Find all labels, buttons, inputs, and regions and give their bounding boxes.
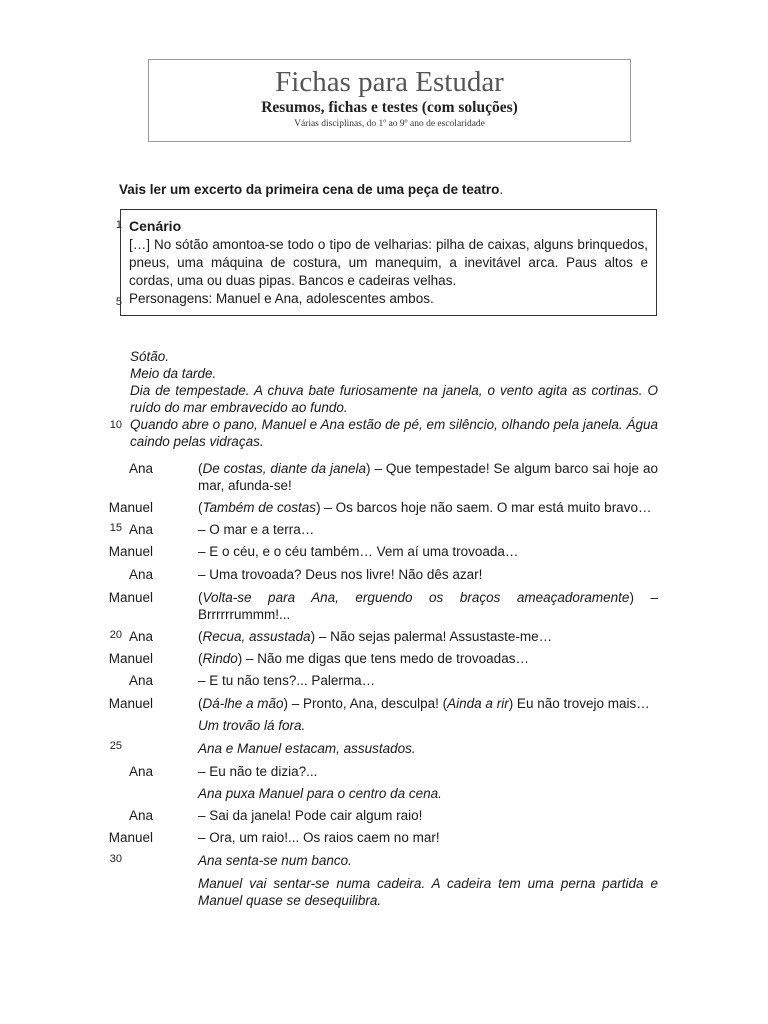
speaker-name: Manuel: [108, 500, 153, 515]
speech-line: – O mar e a terra…: [198, 522, 315, 537]
page-subtitle: Resumos, fichas e testes (com soluções): [261, 99, 518, 116]
scene-box: [120, 209, 657, 316]
speaker-name: Ana: [128, 461, 153, 476]
line-number: 25: [109, 740, 122, 752]
speech-line: (Também de costas) – Os barcos hoje não saem. O mar está muito bravo…: [198, 500, 652, 515]
speaker-name: Manuel: [108, 590, 153, 605]
stage-direction: Dia de tempestade. A chuva bate furiosamente na janela, o vento agita as cortinas. O ruído do mar embravecido ao fundo.: [130, 383, 658, 415]
speaker-name: Ana: [128, 522, 153, 537]
scene-description: […] No sótão amontoa-se todo o tipo de velharias: pilha de caixas, alguns brinquedos, pneus, uma máquina de costura, um manequim, a inevitável arca. Paus altos e cordas, uma ou duas pipas. Bancos e cadeiras velhas.: [129, 237, 648, 288]
line-number: 1: [115, 219, 122, 231]
line-number: 30: [109, 853, 122, 865]
page-note: Várias disciplinas, do 1º ao 9º ano de escolaridade: [294, 119, 485, 129]
scene-characters: Personagens: Manuel e Ana, adolescentes ambos.: [129, 291, 434, 306]
inline-direction: Também de costas: [202, 500, 317, 515]
speech-line: – Sai da janela! Pode cair algum raio!: [198, 808, 423, 823]
speaker-name: Ana: [128, 673, 153, 688]
stage-direction: Ana senta-se num banco.: [198, 853, 352, 868]
stage-direction: Sótão.: [130, 349, 170, 364]
speech-line: (Volta-se para Ana, erguendo os braços ameaçadoramente) – Brrrrrrummm!...: [198, 590, 658, 622]
speaker-name: Manuel: [108, 651, 153, 666]
speech-line: – E o céu, e o céu também… Vem aí uma trovoada…: [198, 544, 519, 559]
speech-line: – Ora, um raio!... Os raios caem no mar!: [198, 830, 440, 845]
line-number: 10: [109, 419, 122, 431]
speech-line: – Eu não te dizia?...: [198, 764, 318, 779]
speaker-name: Ana: [128, 629, 153, 644]
speaker-name: Ana: [128, 808, 153, 823]
inline-direction: Ainda a rir: [447, 696, 509, 711]
stage-direction: Quando abre o pano, Manuel e Ana estão de pé, em silêncio, olhando pela janela. Água caindo pelas vidraças.: [130, 417, 658, 449]
speech-line: (Rindo) – Não me digas que tens medo de trovoadas…: [198, 651, 529, 666]
line-number: 15: [109, 522, 122, 534]
speech-line: – Uma trovoada? Deus nos livre! Não dês azar!: [198, 567, 483, 582]
speech-line: – E tu não tens?... Palerma…: [198, 673, 376, 688]
speech-line: (Dá-lhe a mão) – Pronto, Ana, desculpa! (Ainda a rir) Eu não trovejo mais…: [198, 696, 650, 711]
speaker-name: Ana: [128, 567, 153, 582]
inline-direction: Recua, assustada: [202, 629, 311, 644]
speech-line: (Recua, assustada) – Não sejas palerma! Assustaste-me…: [198, 629, 553, 644]
speaker-name: Manuel: [108, 696, 153, 711]
speech-line: (De costas, diante da janela) – Que tempestade! Se algum barco sai hoje ao mar, afunda-se!: [198, 461, 659, 493]
inline-direction: De costas, diante da janela: [202, 461, 367, 476]
line-number: 5: [115, 296, 122, 308]
intro-sentence: [119, 182, 503, 197]
inline-direction: Volta-se para Ana, erguendo os braços ameaçadoramente: [202, 590, 630, 605]
inline-direction: Rindo: [202, 651, 238, 666]
speaker-name: Manuel: [108, 830, 153, 845]
header-box: [148, 59, 631, 142]
stage-direction: Um trovão lá fora.: [198, 718, 306, 733]
speaker-name: Manuel: [108, 544, 153, 559]
stage-direction: Manuel vai sentar-se numa cadeira. A cadeira tem uma perna partida e Manuel quase se desequilibra.: [198, 876, 658, 908]
stage-direction: Ana puxa Manuel para o centro da cena.: [198, 786, 442, 801]
page-title: Fichas para Estudar: [275, 66, 504, 98]
stage-direction: Meio da tarde.: [130, 366, 217, 381]
intro-bold: Vais ler um excerto da primeira cena de uma peça de teatro: [119, 182, 500, 197]
inline-direction: Dá-lhe a mão: [202, 696, 284, 711]
speaker-name: Ana: [128, 764, 153, 779]
scene-title: Cenário: [129, 218, 182, 234]
stage-direction: Ana e Manuel estacam, assustados.: [198, 741, 416, 756]
line-number: 20: [109, 629, 122, 641]
intro-end: .: [499, 182, 504, 197]
